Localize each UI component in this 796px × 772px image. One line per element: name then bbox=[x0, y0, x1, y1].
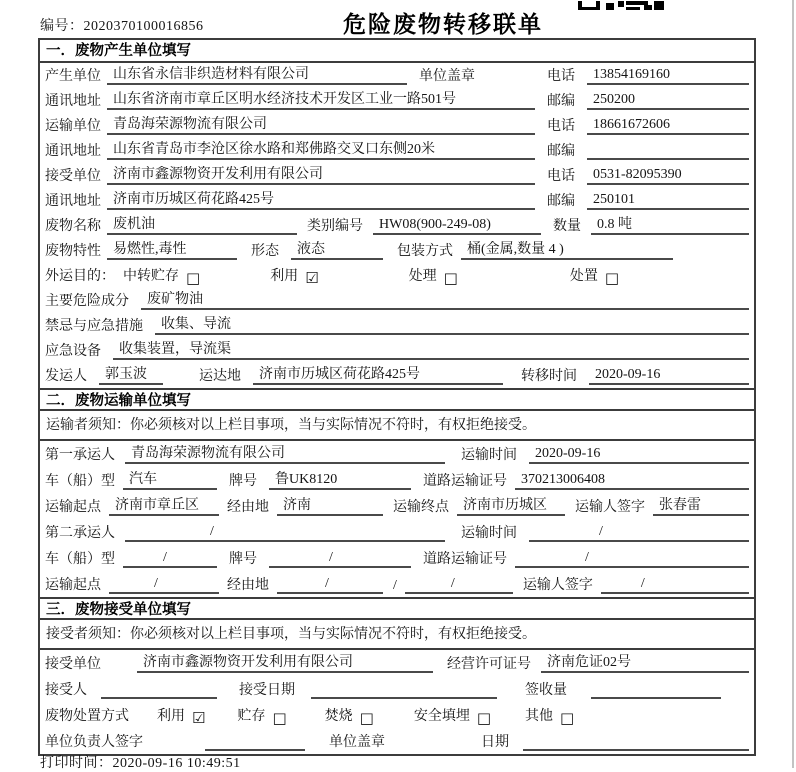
via2-value: / bbox=[277, 575, 383, 595]
transporter-signature2-value: / bbox=[601, 575, 749, 595]
disposal-utilize-label: 利用 bbox=[157, 708, 185, 724]
disposal-landfill-checkbox[interactable]: □ bbox=[476, 709, 492, 727]
emergency-measures-row bbox=[40, 313, 754, 338]
postcode-label: 邮编 bbox=[547, 143, 575, 159]
packaging-label: 包装方式 bbox=[397, 243, 453, 259]
carrier1-row bbox=[40, 441, 754, 467]
print-time bbox=[40, 752, 241, 772]
form-number-value: 2020370100016856 bbox=[83, 19, 204, 34]
main-hazard-label: 主要危险成分 bbox=[45, 293, 129, 309]
receiver-person-label: 接受人 bbox=[45, 682, 87, 698]
accepting-unit-row bbox=[40, 650, 754, 676]
section2-header: 二．废物运输单位填写 bbox=[40, 388, 754, 411]
disposal-other-label: 其他 bbox=[525, 708, 554, 724]
emergency-measures-value: 收集、导流 bbox=[155, 316, 749, 336]
phone-value: 18661672606 bbox=[587, 116, 749, 136]
print-time-label: 打印时间： bbox=[40, 756, 113, 771]
plate-number2-label: 牌号 bbox=[229, 551, 257, 567]
business-permit-label: 经营许可证号 bbox=[447, 656, 531, 672]
date-value bbox=[523, 749, 749, 751]
terminal-label: 运输终点 bbox=[393, 499, 449, 515]
producer-unit-label: 产生单位 bbox=[45, 68, 101, 84]
form-header bbox=[0, 0, 796, 38]
via-value: 济南 bbox=[277, 497, 383, 517]
mailing-address-label: 通讯地址 bbox=[45, 143, 101, 159]
receiver-person-value bbox=[101, 697, 217, 699]
transfer-date-value: 2020-09-16 bbox=[589, 366, 749, 386]
main-hazard-value: 废矿物油 bbox=[141, 291, 749, 311]
waste-name-label: 废物名称 bbox=[45, 218, 101, 234]
postcode-label: 邮编 bbox=[547, 93, 575, 109]
consignor-value: 郭玉波 bbox=[99, 366, 163, 386]
transporter-signature-value: 张春雷 bbox=[653, 497, 749, 517]
utilize-label: 利用 bbox=[270, 268, 299, 284]
carrier1-value: 青岛海荣源物流有限公司 bbox=[125, 445, 445, 465]
route1-row bbox=[40, 493, 754, 519]
carrier2-value: / bbox=[125, 523, 445, 543]
receiver-person-row bbox=[40, 676, 754, 702]
category-code-label: 类别编号 bbox=[307, 218, 363, 234]
waste-property-value: 易燃性,毒性 bbox=[107, 241, 237, 261]
vehicle-type2-value: / bbox=[123, 549, 217, 569]
responsible-signature-value bbox=[205, 749, 305, 751]
accepting-unit-label: 接受单位 bbox=[45, 656, 101, 672]
mailing-address-value: 山东省青岛市李沧区徐水路和郑佛路交叉口东侧20米 bbox=[107, 141, 535, 161]
carrier1-label: 第一承运人 bbox=[45, 447, 115, 463]
print-time-value: 2020-09-16 10:49:51 bbox=[112, 756, 241, 771]
transport-unit-row bbox=[40, 113, 754, 138]
quantity-value: 0.8 吨 bbox=[591, 216, 749, 236]
producer-address-row bbox=[40, 88, 754, 113]
receiver-unit-label: 接受单位 bbox=[45, 168, 101, 184]
transfer-date-label: 转移时间 bbox=[521, 368, 577, 384]
phone-value: 13854169160 bbox=[587, 66, 749, 86]
receiver-unit-value: 济南市鑫源物资开发利用有限公司 bbox=[107, 166, 535, 186]
transport-time-label: 运输时间 bbox=[461, 447, 517, 463]
plate-number-value: 鲁UK8120 bbox=[269, 471, 411, 491]
qr-code-icon bbox=[578, 1, 666, 10]
form-number-label: 编号： bbox=[40, 19, 84, 34]
mailing-address-label: 通讯地址 bbox=[45, 193, 101, 209]
qr-code-fragment bbox=[578, 0, 666, 10]
mailing-address-value: 济南市历城区荷花路425号 bbox=[107, 191, 535, 211]
emergency-measures-label: 禁忌与应急措施 bbox=[45, 318, 143, 334]
via2-label: 经由地 bbox=[227, 577, 269, 593]
waste-property-row bbox=[40, 238, 754, 263]
transport-time2-value: / bbox=[529, 523, 749, 543]
origin-label: 运输起点 bbox=[45, 499, 101, 515]
received-quantity-value bbox=[591, 697, 721, 699]
waste-property-label: 废物特性 bbox=[45, 243, 101, 259]
producer-unit-row bbox=[40, 63, 754, 88]
postcode-label: 邮编 bbox=[547, 193, 575, 209]
date-label: 日期 bbox=[481, 734, 509, 750]
receiver-unit-row bbox=[40, 163, 754, 188]
terminal2-label: / bbox=[393, 577, 397, 593]
producer-unit-value: 山东省永信非织造材料有限公司 bbox=[107, 66, 407, 86]
dispose-label: 处置 bbox=[569, 268, 598, 284]
disposal-incinerate-label: 焚烧 bbox=[324, 708, 353, 724]
packaging-value: 桶(金属,数量 4 ) bbox=[461, 241, 673, 261]
waste-name-value: 废机油 bbox=[107, 216, 297, 236]
phone-label: 电话 bbox=[547, 118, 575, 134]
transport-time2-label: 运输时间 bbox=[461, 525, 517, 541]
disposal-method-row bbox=[40, 702, 754, 728]
via-label: 经由地 bbox=[227, 499, 269, 515]
receiver-address-row bbox=[40, 188, 754, 213]
carrier2-row bbox=[40, 519, 754, 545]
unit-seal2-label: 单位盖章 bbox=[329, 734, 385, 750]
received-quantity-label: 签收量 bbox=[525, 682, 567, 698]
receive-date-label: 接受日期 bbox=[239, 682, 295, 698]
road-permit-label: 道路运输证号 bbox=[423, 473, 507, 489]
postcode-value bbox=[587, 158, 749, 160]
emergency-equipment-label: 应急设备 bbox=[45, 343, 101, 359]
emergency-equipment-value: 收集装置，导流渠 bbox=[113, 341, 749, 361]
road-permit2-value: / bbox=[515, 549, 749, 569]
page-edge-line bbox=[792, 0, 794, 768]
disposal-landfill-label: 安全填埋 bbox=[413, 708, 470, 724]
disposal-incinerate-checkbox[interactable]: □ bbox=[359, 709, 374, 727]
vehicle-type2-row bbox=[40, 545, 754, 571]
transfer-purpose-label: 外运目的： bbox=[45, 268, 115, 284]
treat-label: 处理 bbox=[408, 268, 437, 284]
responsible-signature-label: 单位负责人签字 bbox=[45, 734, 143, 750]
vehicle-type-row bbox=[40, 467, 754, 493]
transporter-address-row bbox=[40, 138, 754, 163]
dispose-checkbox[interactable]: □ bbox=[604, 269, 620, 287]
postcode-value: 250200 bbox=[587, 91, 749, 111]
postcode-value: 250101 bbox=[587, 191, 749, 211]
unit-seal-label: 单位盖章 bbox=[419, 68, 475, 84]
business-permit-value: 济南危证02号 bbox=[541, 654, 749, 674]
destination-value: 济南市历城区荷花路425号 bbox=[253, 366, 503, 386]
transit-storage-label: 中转贮存 bbox=[123, 268, 179, 284]
vehicle-type-value: 汽车 bbox=[123, 471, 217, 491]
treat-checkbox[interactable]: □ bbox=[443, 269, 458, 287]
transit-storage-checkbox[interactable]: □ bbox=[186, 269, 201, 287]
carrier2-label: 第二承运人 bbox=[45, 525, 115, 541]
disposal-method-label: 废物处置方式 bbox=[45, 708, 129, 724]
receive-date-value bbox=[311, 697, 497, 699]
emergency-equipment-row bbox=[40, 338, 754, 363]
accepting-unit-value: 济南市鑫源物资开发利用有限公司 bbox=[137, 654, 433, 674]
origin2-label: 运输起点 bbox=[45, 577, 101, 593]
plate-number-label: 牌号 bbox=[229, 473, 257, 489]
disposal-storage-checkbox[interactable]: □ bbox=[272, 709, 287, 727]
responsible-signature-row bbox=[40, 728, 754, 754]
section3-header: 三．废物接受单位填写 bbox=[40, 597, 754, 620]
consignor-label: 发运人 bbox=[45, 368, 87, 384]
terminal-value: 济南市历城区 bbox=[457, 497, 565, 517]
transport-time-value: 2020-09-16 bbox=[529, 445, 749, 465]
transporter-notice: 运输者须知：你必须核对以上栏目事项，当与实际情况不符时，有权拒绝接受。 bbox=[40, 411, 754, 441]
mailing-address-value: 山东省济南市章丘区明水经济技术开发区工业一路501号 bbox=[107, 91, 535, 111]
mailing-address-label: 通讯地址 bbox=[45, 93, 101, 109]
waste-name-row bbox=[40, 213, 754, 238]
vehicle-type2-label: 车（船）型 bbox=[45, 551, 115, 567]
main-hazard-row bbox=[40, 288, 754, 313]
category-code-value: HW08(900-249-08) bbox=[373, 216, 541, 236]
transporter-signature2-label: 运输人签字 bbox=[522, 577, 593, 593]
transport-unit-value: 青岛海荣源物流有限公司 bbox=[107, 116, 535, 136]
vehicle-type-label: 车（船）型 bbox=[45, 473, 115, 489]
disposal-storage-label: 贮存 bbox=[237, 708, 266, 724]
route2-row bbox=[40, 571, 754, 597]
disposal-utilize-checkbox[interactable]: ☑ bbox=[192, 709, 206, 727]
transporter-signature-label: 运输人签字 bbox=[575, 499, 645, 515]
phone-label: 电话 bbox=[547, 68, 575, 84]
destination-label: 运达地 bbox=[199, 368, 241, 384]
terminal2-value: / bbox=[405, 575, 513, 595]
origin-value: 济南市章丘区 bbox=[109, 497, 219, 517]
disposal-other-checkbox[interactable]: □ bbox=[560, 709, 575, 727]
receiver-notice: 接受者须知：你必须核对以上栏目事项，当与实际情况不符时，有权拒绝接受。 bbox=[40, 620, 754, 650]
page-title: 危险废物转移联单 bbox=[343, 11, 543, 37]
utilize-checkbox[interactable]: ☑ bbox=[305, 269, 319, 287]
quantity-label: 数量 bbox=[553, 218, 581, 234]
origin2-value: / bbox=[109, 575, 219, 595]
phone-value: 0531-82095390 bbox=[587, 166, 749, 186]
phone-label: 电话 bbox=[547, 168, 575, 184]
section1-header: 一．废物产生单位填写 bbox=[40, 40, 754, 63]
form-state-value: 液态 bbox=[291, 241, 383, 261]
transfer-purpose-row bbox=[40, 263, 754, 288]
transport-unit-label: 运输单位 bbox=[45, 118, 101, 134]
form-table bbox=[38, 38, 756, 756]
road-permit-value: 370213006408 bbox=[515, 471, 749, 491]
plate-number2-value: / bbox=[269, 549, 411, 569]
consignor-row bbox=[40, 363, 754, 388]
road-permit2-label: 道路运输证号 bbox=[423, 551, 507, 567]
form-state-label: 形态 bbox=[251, 243, 279, 259]
